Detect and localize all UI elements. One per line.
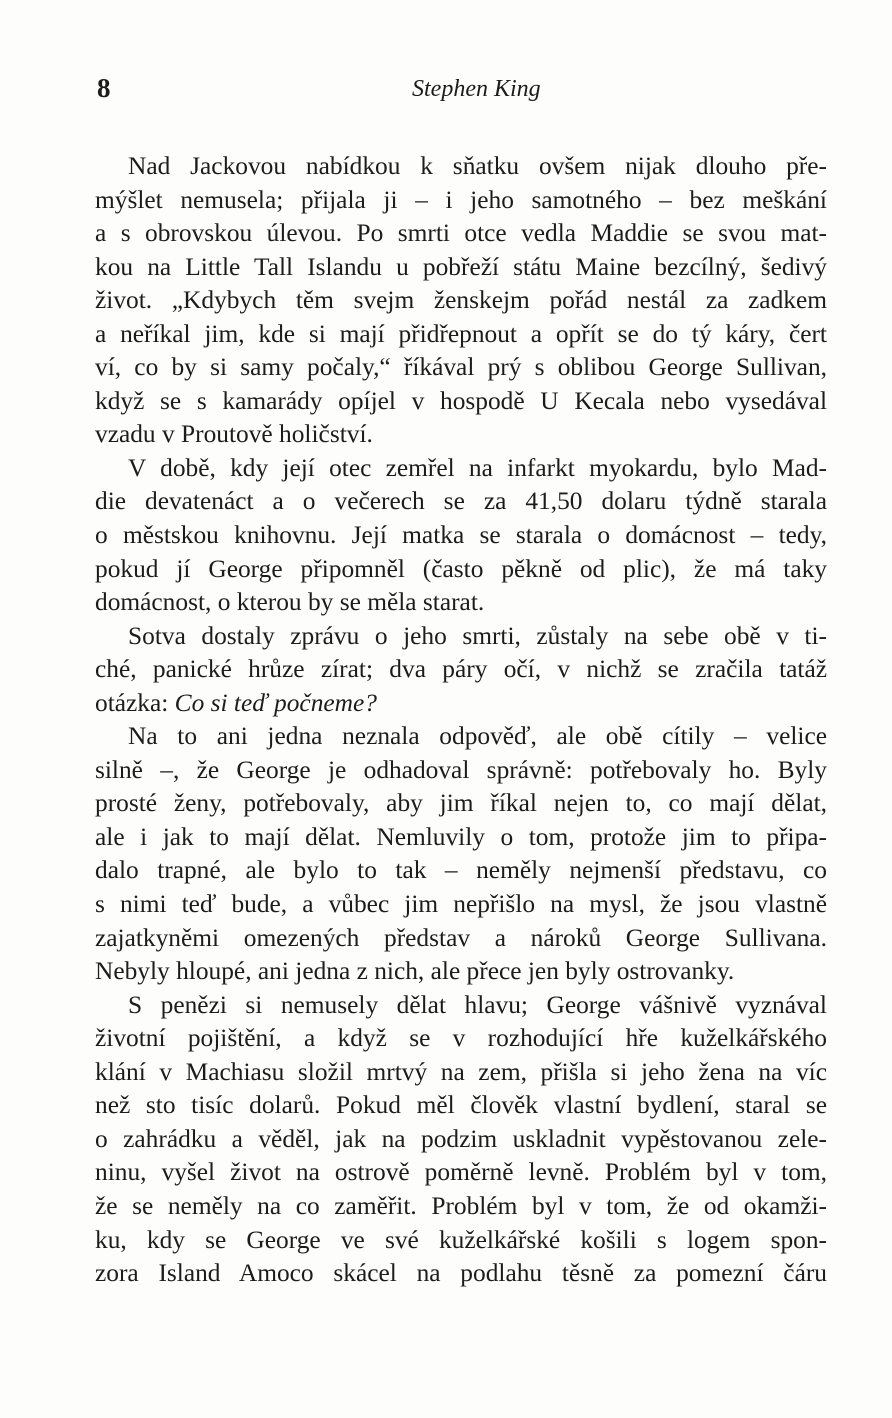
text-line-content: Nebyly hloupé, ani jedna z nich, ale přece jen byly ostrovanky. xyxy=(95,957,735,986)
text-line-content: zora Island Amoco skácel na podlahu těsně za pomezní čáru xyxy=(95,1259,827,1288)
text-line-content: V době, kdy její otec zemřel na infarkt myokardu, bylo Mad- xyxy=(128,453,827,482)
text-line xyxy=(95,1056,827,1090)
text-line xyxy=(95,989,827,1023)
text-line-content: prosté ženy, potřebovaly, aby jim říkal nejen to, co mají dělat, xyxy=(95,789,827,818)
text-line xyxy=(95,754,827,788)
text-line-content: S penězi si nemusely dělat hlavu; George vášnivě vyznával xyxy=(128,990,827,1019)
text-line-content: ku, kdy se George ve své kuželkářské košili s logem spon- xyxy=(95,1225,827,1254)
italic-phrase: Co si teď počneme? xyxy=(174,688,377,717)
text-line xyxy=(95,217,827,251)
text-line xyxy=(95,418,827,452)
text-line xyxy=(95,485,827,519)
text-line-content: ninu, vyšel život na ostrově poměrně levně. Problém byl v tom, xyxy=(95,1158,827,1187)
text-line xyxy=(95,854,827,888)
text-line-content: zajatkyněmi omezených představ a nároků George Sullivana. xyxy=(95,923,827,952)
text-line-content: Nad Jackovou nabídkou k sňatku ovšem nijak dlouho pře- xyxy=(128,152,827,180)
text-line-content: životní pojištění, a když se v rozhodující hře kuželkářského xyxy=(95,1024,827,1053)
text-line-content: a s obrovskou úlevou. Po smrti otce vedla Maddie se svou mat- xyxy=(95,219,827,248)
text-line xyxy=(95,620,827,654)
text-line xyxy=(95,787,827,821)
text-line-content: o městskou knihovnu. Její matka se starala o domácnost – tedy, xyxy=(95,521,827,550)
text-line xyxy=(95,586,827,620)
text-line xyxy=(95,687,827,721)
running-head-author: Stephen King xyxy=(412,76,541,102)
text-line-content: život. „Kdybych těm svejm ženskejm pořád nestál za zadkem xyxy=(95,286,827,315)
text-line xyxy=(95,351,827,385)
text-line xyxy=(95,821,827,855)
text-line-content: ale i jak to mají dělat. Nemluvily o tom, protože jim to připa- xyxy=(95,822,827,851)
text-line xyxy=(95,553,827,587)
text-line-content: Na to ani jedna neznala odpověď, ale obě cítily – velice xyxy=(128,722,827,751)
text-line-content: otázka: xyxy=(95,688,175,717)
text-line-content: dalo trapné, ale bylo to tak – neměly nejmenší představu, co xyxy=(95,856,827,885)
text-line xyxy=(95,251,827,285)
text-line-content: silně –, že George je odhadoval správně: potřebovaly ho. Byly xyxy=(95,755,827,784)
text-line xyxy=(95,1156,827,1190)
text-line-content: Sotva dostaly zprávu o jeho smrti, zůstaly na sebe obě v ti- xyxy=(128,621,827,650)
text-line-content: die devatenáct a o večerech se za 41,50 dolaru týdně starala xyxy=(95,487,827,516)
text-line-content: když se s kamarády opíjel v hospodě U Kecala nebo vysedával xyxy=(95,386,827,415)
text-line-content: o zahrádku a věděl, jak na podzim uskladnit vypěstovanou zele- xyxy=(95,1124,827,1153)
text-line-content: ví, co by si samy počaly,“ říkával prý s oblibou George Sullivan, xyxy=(95,353,827,382)
text-line xyxy=(95,184,827,218)
text-line-content: mýšlet nemusela; přijala ji – i jeho samotného – bez meškání xyxy=(95,185,827,214)
text-line xyxy=(95,955,827,989)
text-line-content: vzadu v Proutově holičství. xyxy=(95,420,373,449)
text-line xyxy=(95,720,827,754)
text-line-content: kou na Little Tall Islandu u pobřeží státu Maine bezcílný, šedivý xyxy=(95,252,827,281)
text-line xyxy=(95,1257,827,1291)
page-number: 8 xyxy=(97,73,111,103)
text-line-content: pokud jí George připomněl (často pěkně od plic), že má taky xyxy=(95,554,827,583)
text-line-content: domácnost, o kterou by se měla starat. xyxy=(95,588,485,617)
text-line xyxy=(95,1123,827,1157)
text-line xyxy=(95,519,827,553)
text-line xyxy=(95,1022,827,1056)
body-text xyxy=(95,150,827,1291)
text-line xyxy=(95,922,827,956)
text-line xyxy=(95,1224,827,1258)
text-line-content: ché, panické hrůze zírat; dva páry očí, v nichž se zračila tatáž xyxy=(95,655,827,684)
text-line-content: že se neměly na co zaměřit. Problém byl v tom, že od okamži- xyxy=(95,1191,827,1220)
text-line xyxy=(95,1190,827,1224)
text-line xyxy=(95,888,827,922)
text-line xyxy=(95,318,827,352)
text-line xyxy=(95,452,827,486)
text-line-content: a neříkal jim, kde si mají přidřepnout a opřít se do tý káry, čert xyxy=(95,319,827,348)
text-line xyxy=(95,1089,827,1123)
text-line-content: klání v Machiasu složil mrtvý na zem, přišla si jeho žena na víc xyxy=(95,1057,827,1086)
text-line xyxy=(95,284,827,318)
text-line-content: než sto tisíc dolarů. Pokud měl člověk vlastní bydlení, staral se xyxy=(95,1091,827,1120)
text-line-content: s nimi teď bude, a vůbec jim nepřišlo na mysl, že jsou vlastně xyxy=(95,890,827,919)
text-line xyxy=(95,150,827,184)
text-line xyxy=(95,385,827,419)
text-line xyxy=(95,653,827,687)
